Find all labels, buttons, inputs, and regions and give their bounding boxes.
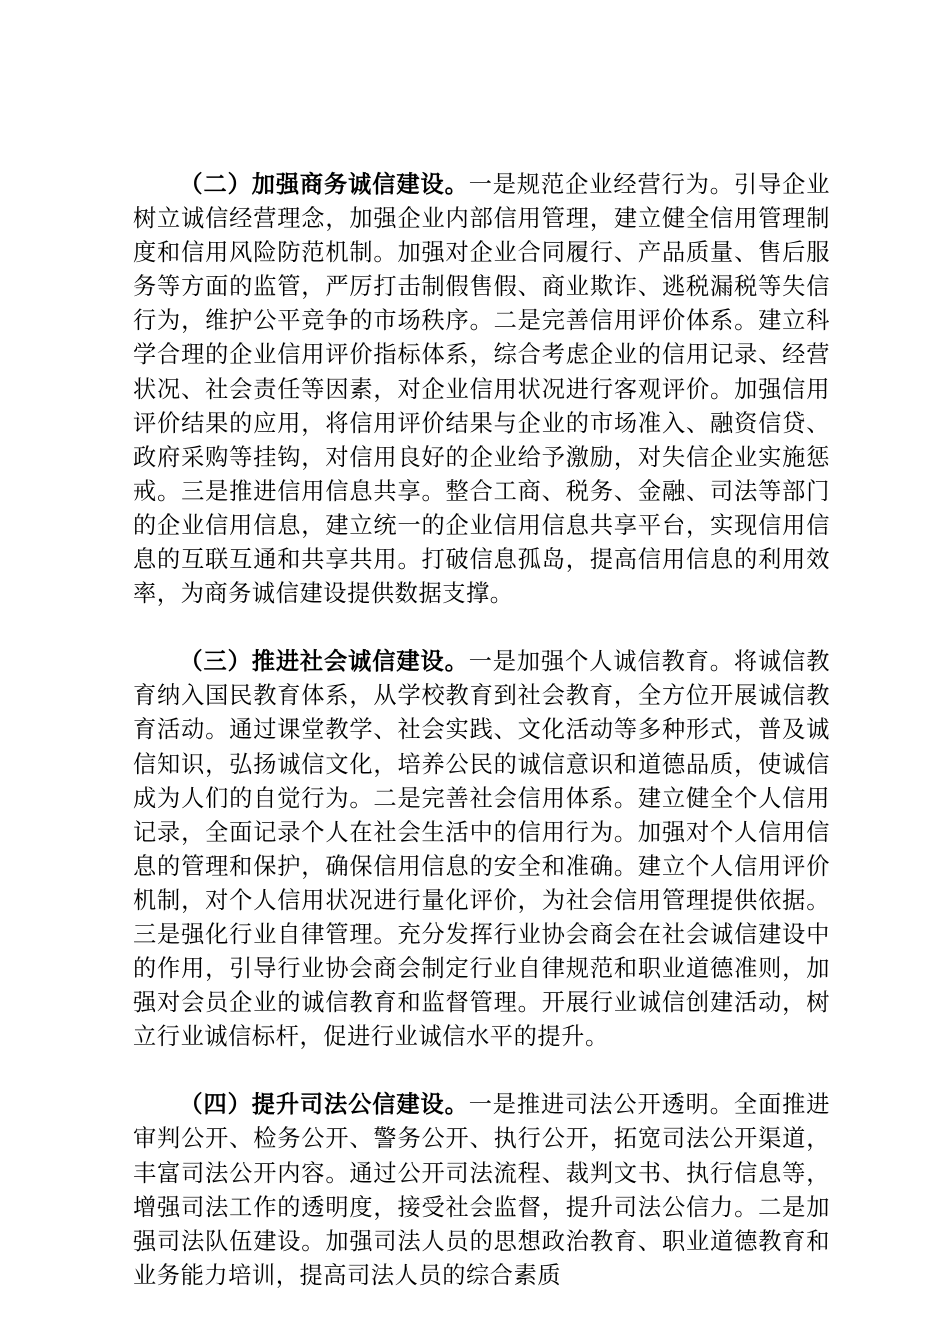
document-page xyxy=(133,168,830,1327)
paragraph-body: 一是加强个人诚信教育。将诚信教育纳入国民教育体系，从学校教育到社会教育，全方位开展诚信教育活动。通过课堂教学、社会实践、文化活动等多种形式，普及诚信知识，弘扬诚信文化，培养公民的诚信意识和道德品质，使诚信成为人们的自觉行为。二是完善社会信用体系。建立健全个人信用记录，全面记录个人在社会生活中的信用行为。加强对个人信用信息的管理和保护，确保信用信息的安全和准确。建立个人信用评价机制，对个人信用状况进行量化评价，为社会信用管理提供依据。三是强化行业自律管理。充分发挥行业协会商会在社会诚信建设中的作用，引导行业协会商会制定行业自律规范和职业道德准则，加强对会员企业的诚信教育和监督管理。开展行业诚信创建活动，树立行业诚信标杆，促进行业诚信水平的提升。 xyxy=(133,648,831,1051)
paragraph-business-integrity xyxy=(133,168,830,611)
section-heading: （二）加强商务诚信建设。 xyxy=(179,171,469,198)
paragraph-body: 一是规范企业经营行为。引导企业树立诚信经营理念，加强企业内部信用管理，建立健全信用管理制度和信用风险防范机制。加强对企业合同履行、产品质量、售后服务等方面的监管，严厉打击制假售假、商业欺诈、逃税漏税等失信行为，维护公平竞争的市场秩序。二是完善信用评价体系。建立科学合理的企业信用评价指标体系，综合考虑企业的信用记录、经营状况、社会责任等因素，对企业信用状况进行客观评价。加强信用评价结果的应用，将信用评价结果与企业的市场准入、融资信贷、政府采购等挂钩，对信用良好的企业给予激励，对失信企业实施惩戒。三是推进信用信息共享。整合工商、税务、金融、司法等部门的企业信用信息，建立统一的企业信用信息共享平台，实现信用信息的互联互通和共享共用。打破信息孤岛，提高信用信息的利用效率，为商务诚信建设提供数据支撑。 xyxy=(133,171,831,608)
section-heading: （三）推进社会诚信建设。 xyxy=(179,648,469,676)
paragraph-body: 一是推进司法公开透明。全面推进审判公开、检务公开、警务公开、执行公开，拓宽司法公开渠道，丰富司法公开内容。通过公开司法流程、裁判文书、执行信息等，增强司法工作的透明度，接受社会监督，提升司法公信力。二是加强司法队伍建设。加强司法人员的思想政治教育、职业道德教育和业务能力培训，提高司法人员的综合素质 xyxy=(133,1091,831,1289)
paragraph-judicial-credibility xyxy=(133,1088,830,1293)
paragraph-social-integrity xyxy=(133,645,830,1054)
section-heading: （四）提升司法公信建设。 xyxy=(179,1091,469,1119)
